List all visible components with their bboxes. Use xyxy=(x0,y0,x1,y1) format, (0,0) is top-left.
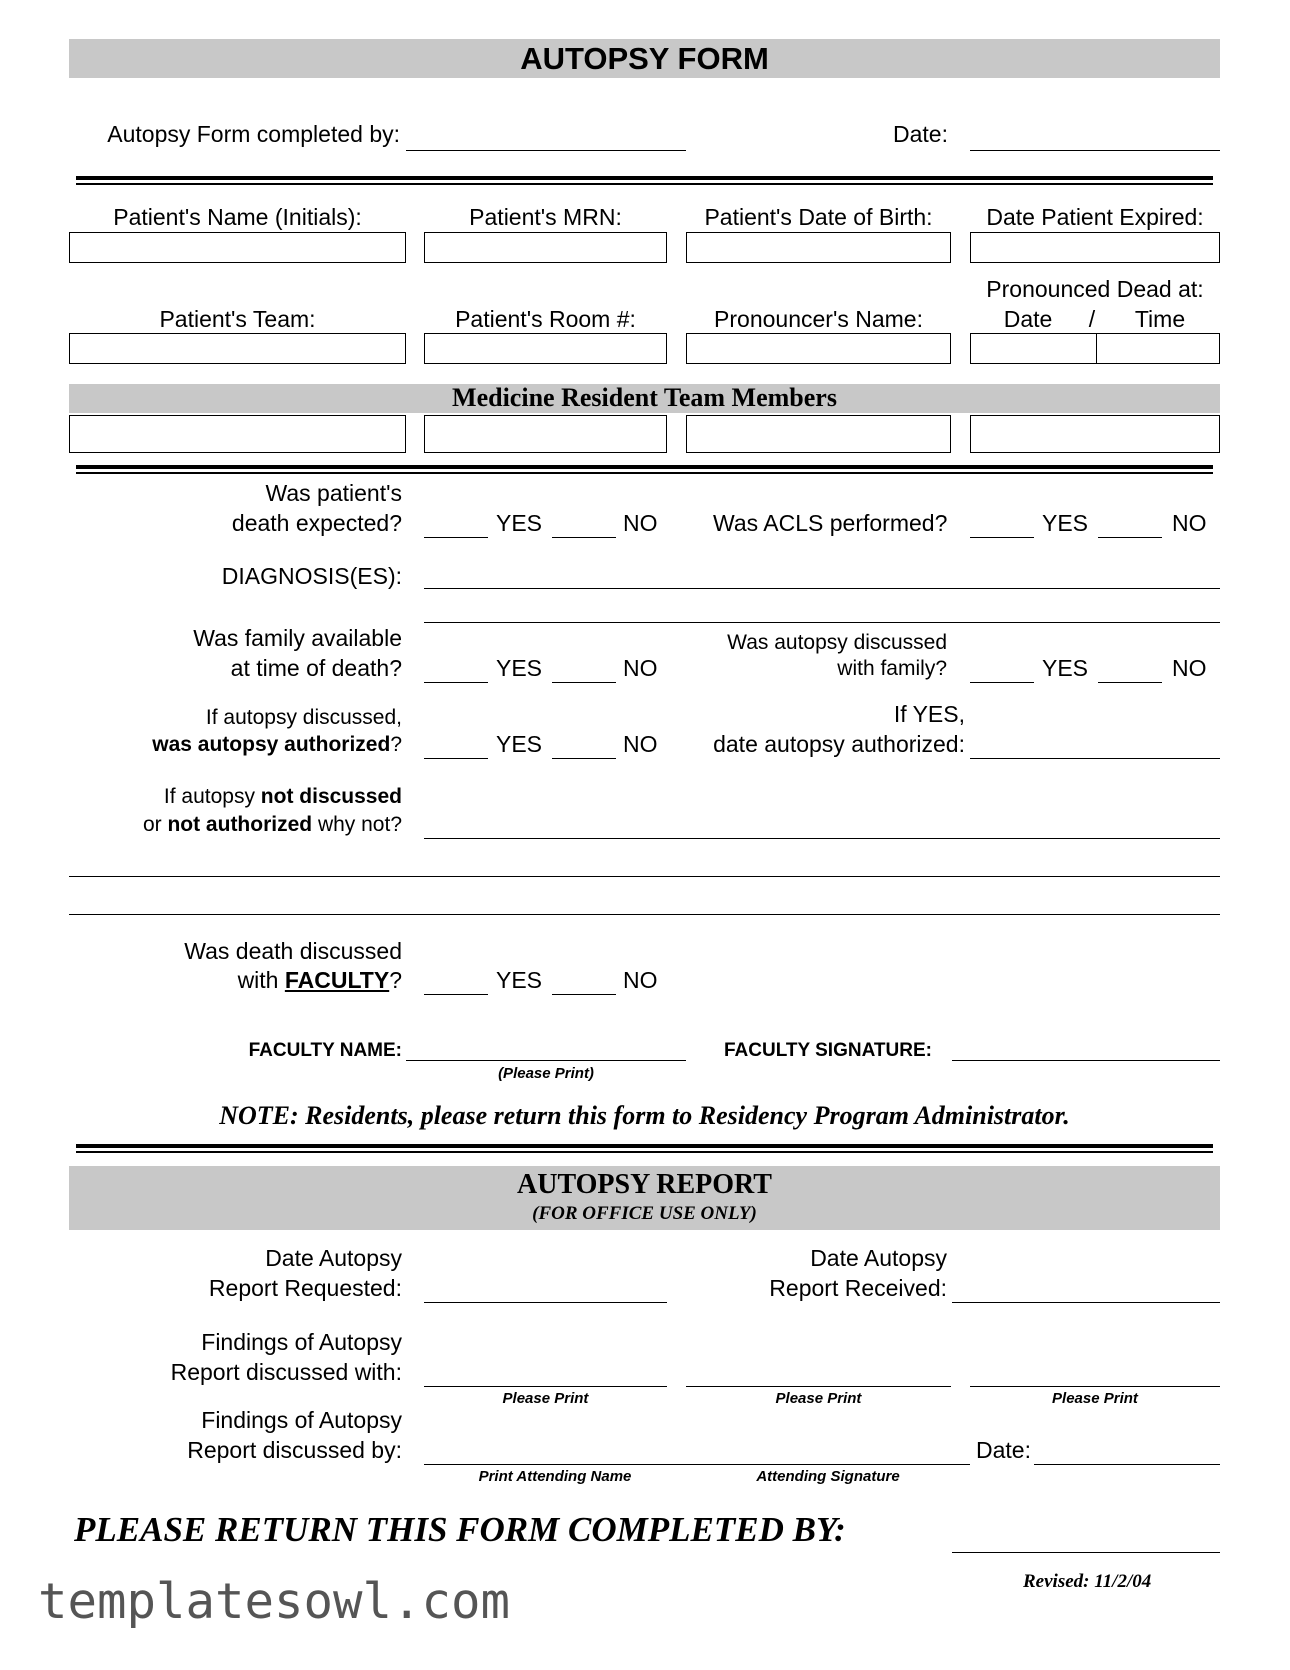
form-title: AUTOPSY FORM xyxy=(520,41,769,76)
faculty-discussed-label-2 xyxy=(60,966,402,995)
yes-label: YES xyxy=(1042,510,1089,536)
death-expected-no-field[interactable] xyxy=(552,537,616,538)
completed-by-label: Autopsy Form completed by: xyxy=(107,121,400,147)
patient-dob-label: Patient's Date of Birth: xyxy=(704,204,933,230)
patient-room-box[interactable] xyxy=(424,333,667,364)
no-label: NO xyxy=(1172,510,1207,536)
findings-by-date-label: Date: xyxy=(976,1437,1031,1463)
acls-label: Was ACLS performed? xyxy=(713,510,948,536)
why-not-bold-b: not authorized xyxy=(167,813,313,836)
patient-name-label: Patient's Name (Initials): xyxy=(113,204,362,230)
family-available-label-2: at time of death? xyxy=(230,655,402,681)
report-received-label-2: Report Received: xyxy=(769,1275,947,1301)
findings-with-label-2: Report discussed with: xyxy=(170,1359,402,1385)
no-label: NO xyxy=(623,731,658,757)
faculty-text-a: with xyxy=(237,967,285,993)
no-label: NO xyxy=(623,510,658,536)
section-divider-thin xyxy=(76,472,1213,474)
autopsy-authorized-label-1: If autopsy discussed, xyxy=(205,706,402,729)
autopsy-discussed-label-2: with family? xyxy=(837,657,947,680)
report-requested-label-1: Date Autopsy xyxy=(265,1245,402,1271)
why-not-text-b: or xyxy=(142,813,168,836)
why-not-field-3[interactable] xyxy=(69,914,1220,915)
faculty-signature-field[interactable] xyxy=(952,1060,1220,1061)
why-not-label-1 xyxy=(60,782,402,811)
section-divider xyxy=(76,176,1213,180)
report-requested-label-2: Report Requested: xyxy=(208,1275,402,1301)
section-divider xyxy=(76,1144,1213,1148)
faculty-discussed-label-1: Was death discussed xyxy=(184,938,402,964)
completed-by-field[interactable] xyxy=(406,150,686,151)
faculty-name-field[interactable] xyxy=(406,1060,686,1061)
faculty-text-c: ? xyxy=(389,967,402,993)
report-received-field[interactable] xyxy=(952,1302,1220,1303)
date-expired-label: Date Patient Expired: xyxy=(986,204,1204,230)
section-divider-thin xyxy=(76,183,1213,185)
autopsy-discussed-yes-field[interactable] xyxy=(970,682,1034,683)
pronouncer-name-box[interactable] xyxy=(686,333,951,364)
yes-label: YES xyxy=(496,731,543,757)
diagnoses-field-1[interactable] xyxy=(424,588,1220,589)
no-label: NO xyxy=(1172,655,1207,681)
autopsy-authorized-label-2 xyxy=(60,730,402,759)
team-member-box-3[interactable] xyxy=(686,415,951,453)
please-print-2: Please Print xyxy=(775,1390,862,1407)
no-label: NO xyxy=(623,967,658,993)
findings-by-date-field[interactable] xyxy=(1034,1464,1220,1465)
yes-label: YES xyxy=(496,655,543,681)
watermark: templatesowl.com xyxy=(38,1573,511,1630)
autopsy-authorized-end: ? xyxy=(390,733,402,756)
report-title: AUTOPSY REPORT xyxy=(517,1169,772,1200)
yes-label: YES xyxy=(1042,655,1089,681)
date-expired-box[interactable] xyxy=(970,232,1220,263)
why-not-label-2 xyxy=(60,810,402,839)
patient-name-box[interactable] xyxy=(69,232,406,263)
attending-signature-label: Attending Signature xyxy=(756,1468,900,1485)
faculty-bold: FACULTY xyxy=(284,967,390,993)
pronounced-date-box[interactable] xyxy=(970,333,1098,364)
patient-team-label: Patient's Team: xyxy=(159,306,316,332)
pronounced-slash: / xyxy=(1088,306,1096,332)
findings-by-label-2: Report discussed by: xyxy=(187,1437,402,1463)
return-note: NOTE: Residents, please return this form to Residency Program Administrator. xyxy=(219,1101,1070,1130)
autopsy-discussed-label-1: Was autopsy discussed xyxy=(727,631,947,654)
patient-team-box[interactable] xyxy=(69,333,406,364)
why-not-text-c: why not? xyxy=(312,813,402,836)
why-not-bold-a: not discussed xyxy=(260,785,402,808)
return-by-field[interactable] xyxy=(952,1552,1220,1553)
pronouncer-name-label: Pronouncer's Name: xyxy=(714,306,923,332)
yes-label: YES xyxy=(496,967,543,993)
pronounced-label: Pronounced Dead at: xyxy=(986,276,1204,302)
acls-no-field[interactable] xyxy=(1098,537,1162,538)
date-authorized-field[interactable] xyxy=(970,758,1220,759)
no-label: NO xyxy=(623,655,658,681)
patient-mrn-label: Patient's MRN: xyxy=(469,204,622,230)
please-print-3: Please Print xyxy=(1052,1390,1138,1407)
autopsy-discussed-no-field[interactable] xyxy=(1098,682,1162,683)
patient-mrn-box[interactable] xyxy=(424,232,667,263)
team-member-box-2[interactable] xyxy=(424,415,667,453)
if-yes-label-2: date autopsy authorized: xyxy=(713,731,965,757)
diagnoses-field-2[interactable] xyxy=(424,622,1220,623)
findings-by-label-1: Findings of Autopsy xyxy=(201,1407,402,1433)
findings-with-field-3[interactable] xyxy=(970,1386,1220,1387)
death-expected-yes-field[interactable] xyxy=(424,537,488,538)
date-label: Date: xyxy=(893,121,948,147)
team-member-box-4[interactable] xyxy=(970,415,1220,453)
report-received-label-1: Date Autopsy xyxy=(810,1245,947,1271)
please-print-1: Please Print xyxy=(502,1390,589,1407)
if-yes-label-1: If YES, xyxy=(893,701,965,727)
acls-yes-field[interactable] xyxy=(970,537,1034,538)
autopsy-authorized-bold: was autopsy authorized xyxy=(152,733,391,756)
faculty-signature-label: FACULTY SIGNATURE: xyxy=(724,1040,932,1061)
faculty-discussed-no-field[interactable] xyxy=(552,994,616,995)
why-not-field-2[interactable] xyxy=(69,876,1220,877)
findings-by-field[interactable] xyxy=(424,1464,970,1465)
team-member-box-1[interactable] xyxy=(69,415,406,453)
diagnoses-label: DIAGNOSIS(ES): xyxy=(221,563,402,589)
pronounced-date-label: Date xyxy=(1003,306,1053,332)
death-expected-label-2: death expected? xyxy=(231,510,402,536)
yes-label: YES xyxy=(496,510,543,536)
family-available-label-1: Was family available xyxy=(193,625,402,651)
faculty-please-print: (Please Print) xyxy=(498,1065,594,1082)
section-divider xyxy=(76,465,1213,469)
team-members-title: Medicine Resident Team Members xyxy=(452,383,837,412)
findings-with-field-2[interactable] xyxy=(686,1386,951,1387)
return-by-label: PLEASE RETURN THIS FORM COMPLETED BY: xyxy=(74,1510,846,1549)
death-expected-label-1: Was patient's xyxy=(265,480,402,506)
pronounced-time-box[interactable] xyxy=(1096,333,1220,364)
patient-room-label: Patient's Room #: xyxy=(455,306,636,332)
report-subtitle: (FOR OFFICE USE ONLY) xyxy=(532,1203,757,1224)
revised-date: Revised: 11/2/04 xyxy=(1023,1571,1152,1592)
findings-with-field-1[interactable] xyxy=(424,1386,667,1387)
patient-dob-box[interactable] xyxy=(686,232,951,263)
faculty-name-label: FACULTY NAME: xyxy=(248,1040,402,1061)
why-not-text-a: If autopsy xyxy=(163,785,261,808)
autopsy-authorized-yes-field[interactable] xyxy=(424,758,488,759)
print-attending-label: Print Attending Name xyxy=(478,1468,632,1485)
why-not-field-1[interactable] xyxy=(424,838,1220,839)
section-divider-thin xyxy=(76,1151,1213,1153)
faculty-discussed-yes-field[interactable] xyxy=(424,994,488,995)
pronounced-time-label: Time xyxy=(1134,306,1186,332)
findings-with-label-1: Findings of Autopsy xyxy=(201,1329,402,1355)
date-field[interactable] xyxy=(970,150,1220,151)
family-available-yes-field[interactable] xyxy=(424,682,488,683)
